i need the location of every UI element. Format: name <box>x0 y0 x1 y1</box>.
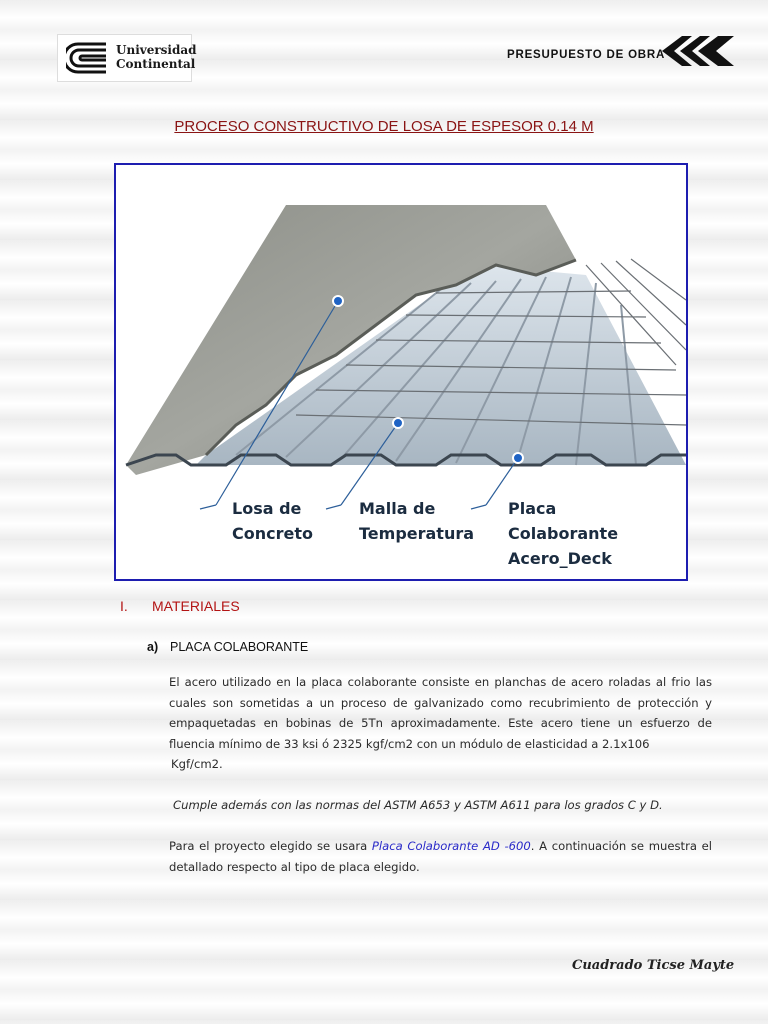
paragraph-project-choice <box>169 836 712 877</box>
logo-line-2: Continental <box>116 57 196 71</box>
paragraph-text: El acero utilizado en la placa colaborante consiste en planchas de acero roladas al frio las cuales son sometidas a un proceso de galvanizado como recubrimiento de protección y empaquetadas en bobinas de 5Tn aproximadamente. Este acero tiene un esfuerzo de fluencia mínimo de 33 ksi ó 2325 kgf/cm2 con un módulo de elasticidad a 2.1x106 <box>169 675 712 751</box>
caption-line: Concreto <box>232 524 313 543</box>
caption-line: Temperatura <box>359 524 475 543</box>
university-logo-text <box>116 43 197 71</box>
author-signature: Cuadrado Ticse Mayte <box>572 958 735 973</box>
slab-diagram-figure <box>114 163 688 581</box>
paragraph-text-tail: Kgf/cm2. <box>171 757 223 771</box>
section-number: I. <box>120 598 128 614</box>
callout-marker-mesh <box>393 418 403 428</box>
paragraph-text: . A continuación se muestra el detallado respecto al tipo de placa elegido. <box>169 839 712 874</box>
paragraph-steel-description <box>169 672 712 775</box>
caption-malla-de-temperatura <box>359 496 474 546</box>
section-title: MATERIALES <box>152 598 240 614</box>
caption-line: Losa de <box>232 499 302 518</box>
university-logo <box>57 34 197 82</box>
caption-placa-colaborante <box>508 496 618 571</box>
caption-losa-de-concreto <box>232 496 313 546</box>
product-highlight: Placa Colaborante AD -600 <box>371 839 531 853</box>
caption-line: Acero_Deck <box>508 549 612 568</box>
page-title: PROCESO CONSTRUCTIVO DE LOSA DE ESPESOR 0.14 M <box>174 118 594 135</box>
document-label: PRESUPUESTO DE OBRA <box>507 49 666 61</box>
double-chevron-left-icon <box>660 35 736 67</box>
university-logo-icon <box>66 42 108 74</box>
subsection-number: a) <box>147 640 159 654</box>
caption-line: Placa <box>508 499 557 518</box>
callout-marker-deck <box>513 453 523 463</box>
paragraph-text: Para el proyecto elegido se usara <box>169 839 372 853</box>
callout-marker-concrete <box>333 296 343 306</box>
subsection-title: PLACA COLABORANTE <box>170 640 309 654</box>
logo-line-1: Universidad <box>116 43 197 57</box>
paragraph-standards: Cumple además con las normas del ASTM A653 y ASTM A611 para los grados C y D. <box>173 798 663 812</box>
caption-line: Colaborante <box>508 524 619 543</box>
caption-line: Malla de <box>359 499 436 518</box>
